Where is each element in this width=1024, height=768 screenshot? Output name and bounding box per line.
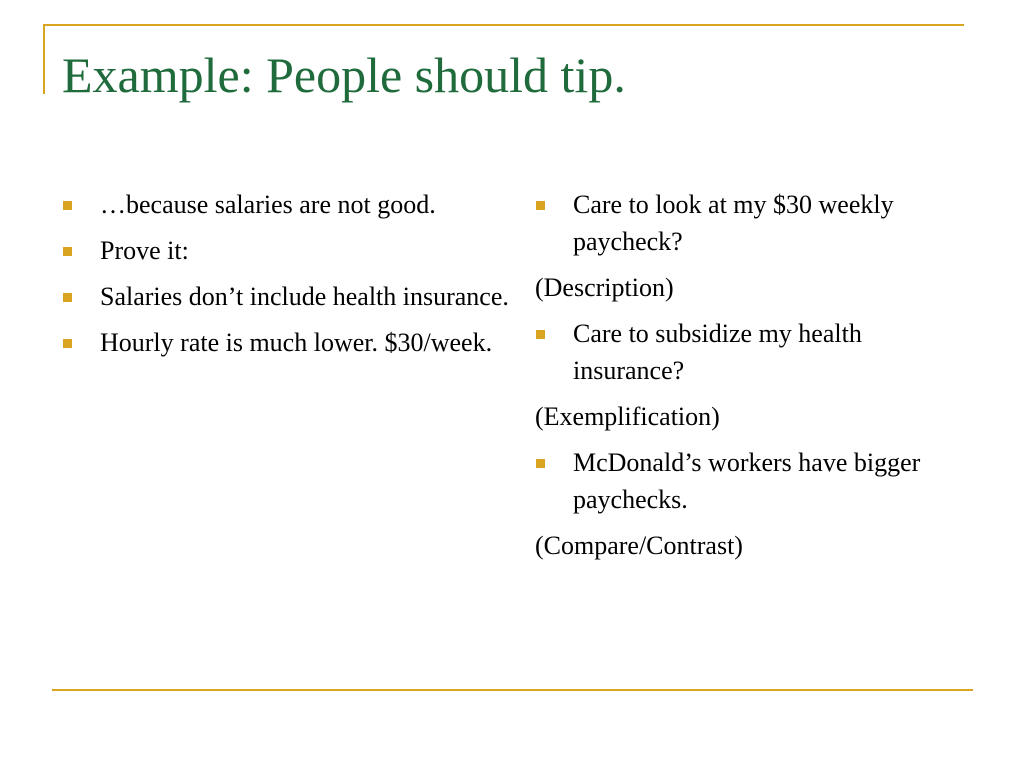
square-bullet-icon [63,247,72,256]
list-item [62,324,512,361]
slide-title: Example: People should tip. [62,47,626,103]
square-bullet-icon [63,339,72,348]
technique-label: (Exemplification) [535,402,720,431]
list-item-text: …because salaries are not good. [100,190,436,219]
list-item [62,232,512,269]
square-bullet-icon [536,201,545,210]
list-item [535,444,975,518]
list-item [535,186,975,260]
list-item-text: Hourly rate is much lower. $30/week. [100,328,493,357]
square-bullet-icon [63,201,72,210]
right-column [535,186,975,573]
square-bullet-icon [63,293,72,302]
list-item [62,278,512,315]
list-item-text: Care to subsidize my health insurance? [573,319,862,385]
list-item [62,186,512,223]
bottom-accent-line [52,689,973,691]
list-item-text: McDonald’s workers have bigger paychecks. [573,448,921,514]
list-item-text: Care to look at my $30 weekly paycheck? [573,190,894,256]
technique-label: (Description) [535,273,674,302]
list-item-text: Salaries don’t include health insurance. [100,282,509,311]
technique-label: (Compare/Contrast) [535,531,743,560]
list-item-text: Prove it: [100,236,189,265]
left-column [62,186,512,370]
square-bullet-icon [536,330,545,339]
left-accent-line [43,24,45,94]
top-accent-line [43,24,964,26]
list-item [535,315,975,389]
square-bullet-icon [536,459,545,468]
